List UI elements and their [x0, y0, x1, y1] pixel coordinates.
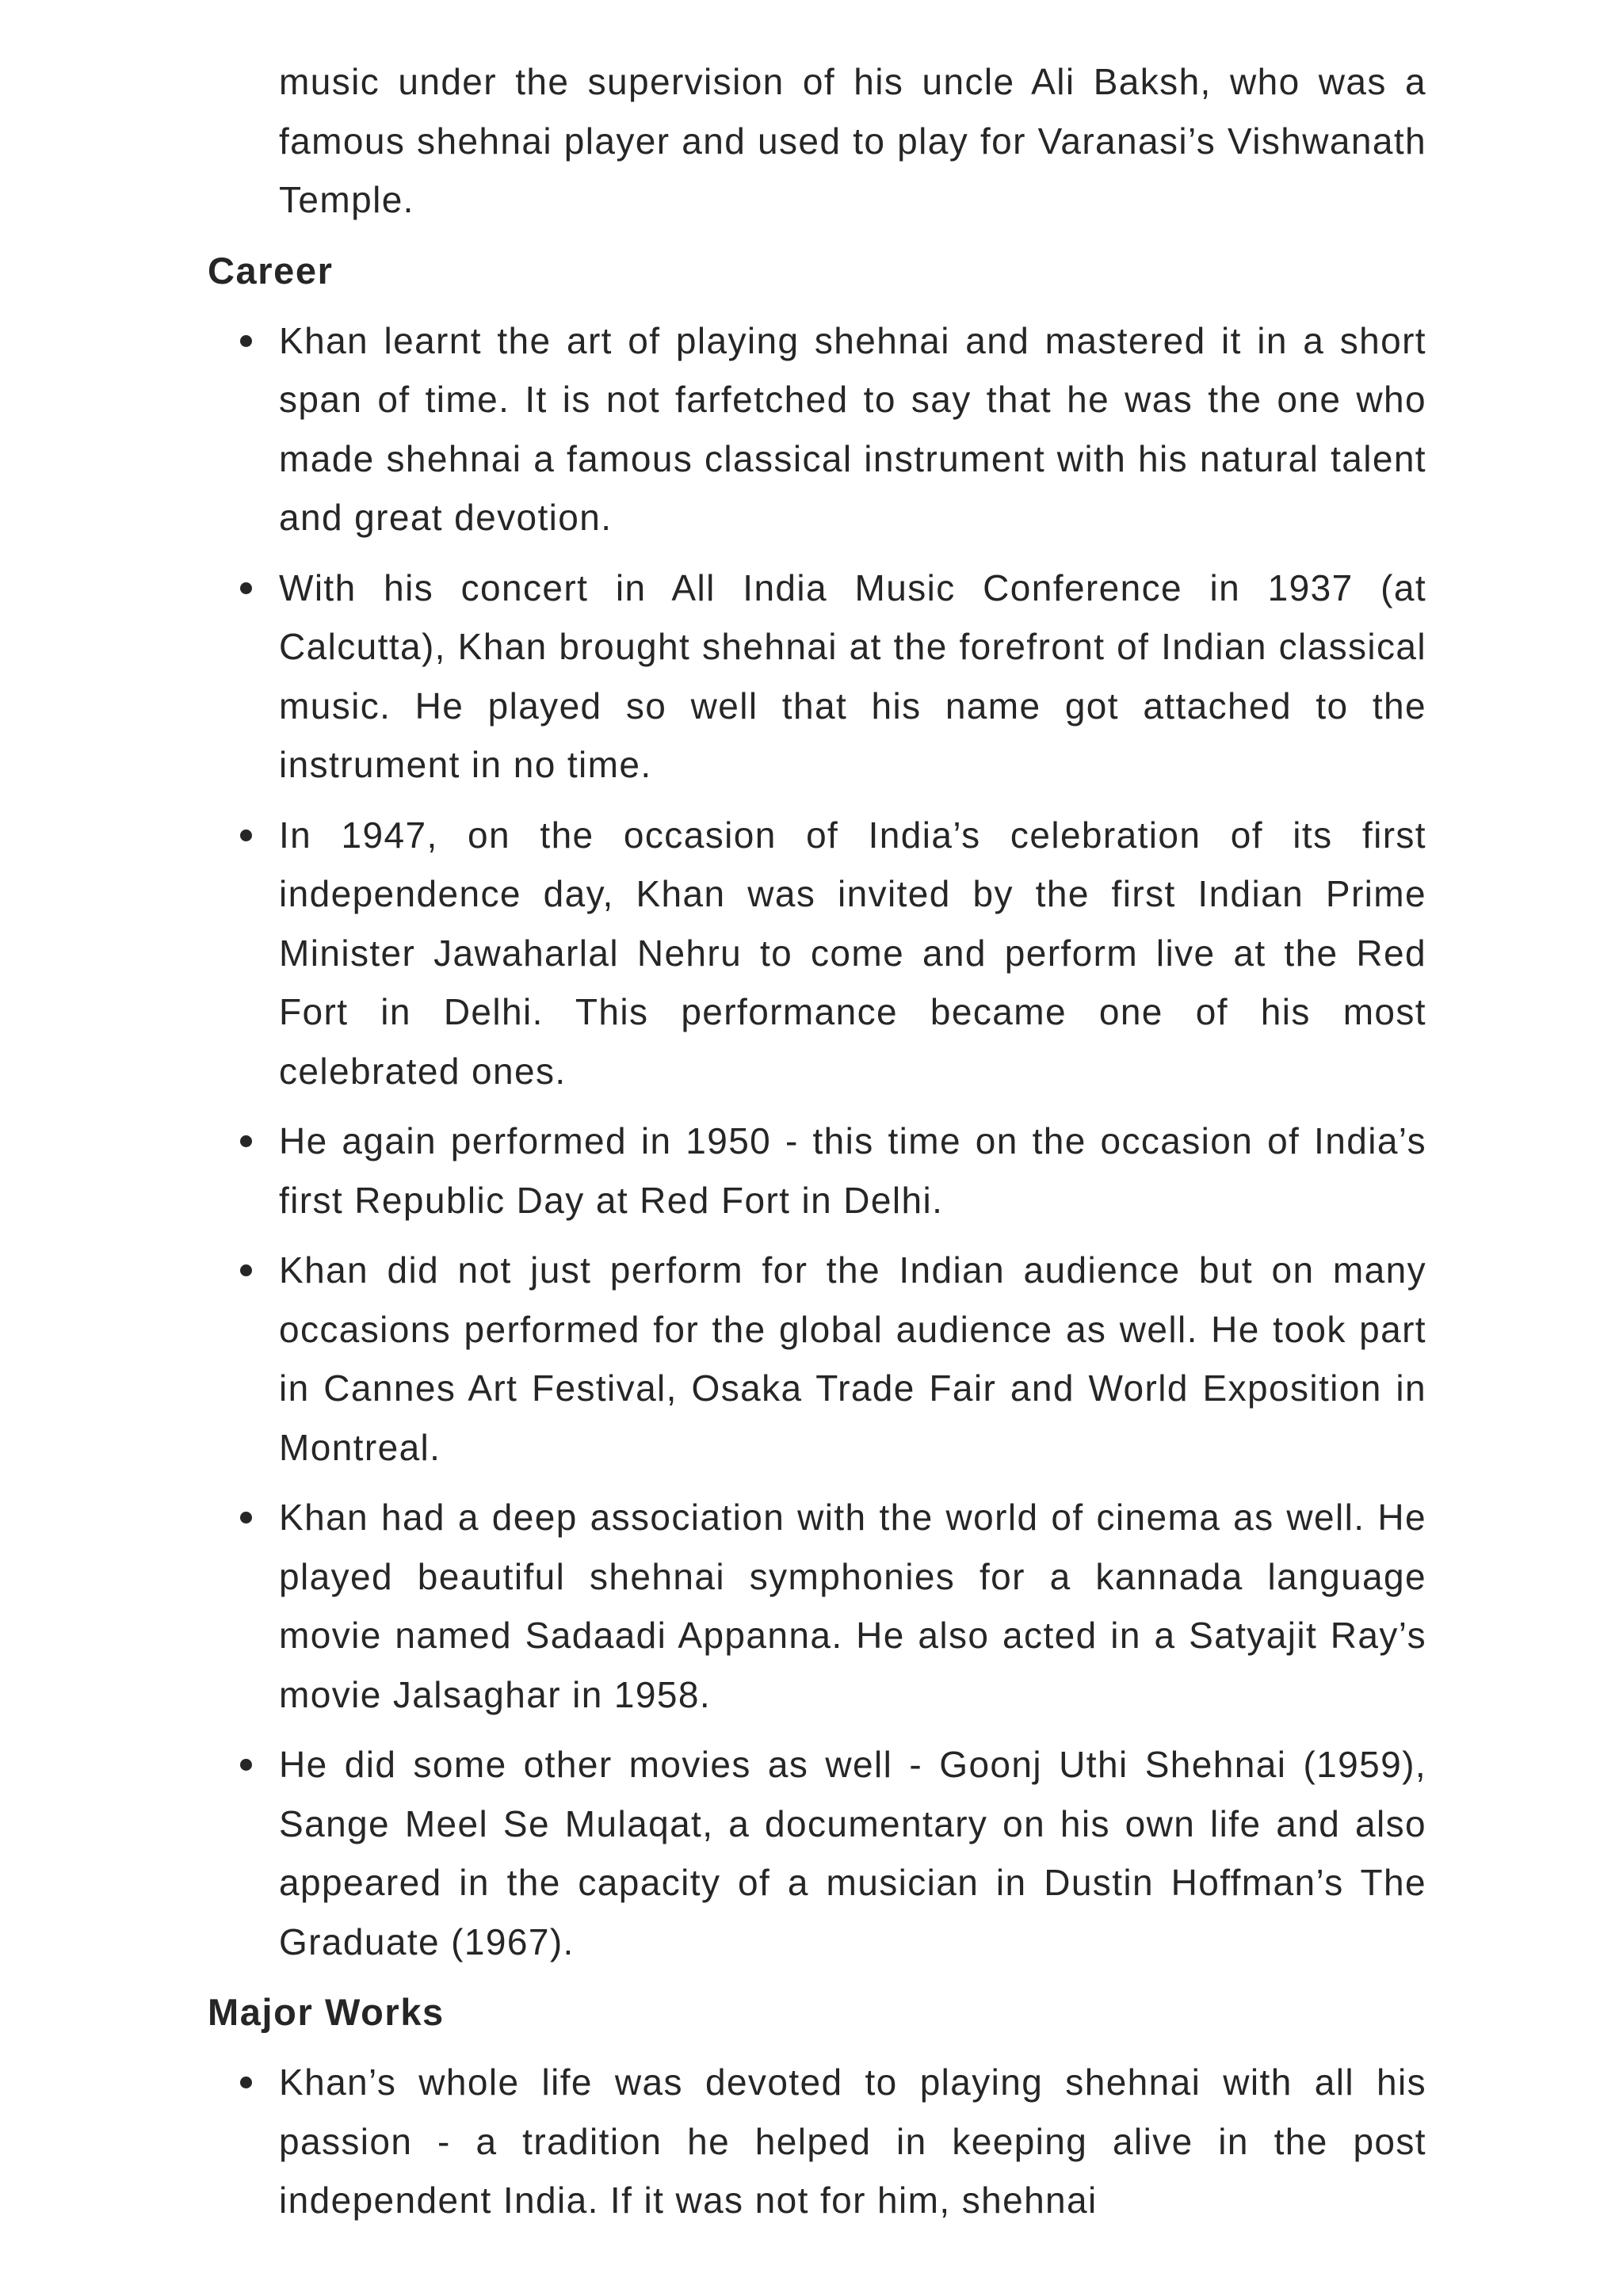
list-item: [208, 559, 1426, 795]
bullet-icon: [240, 582, 252, 594]
list-item: [208, 1735, 1426, 1971]
list-item: [208, 1241, 1426, 1477]
list-item: [208, 1112, 1426, 1230]
bullet-icon: [240, 1512, 252, 1524]
career-heading: Career: [208, 249, 334, 292]
bullet-icon: [240, 830, 252, 841]
document-content: [208, 52, 1426, 2230]
career-list: [208, 311, 1426, 1972]
list-item: [208, 2053, 1426, 2230]
list-item-text: With his concert in All India Music Conference in 1937 (at Calcutta), Khan brought shehnai at the forefront of Indian classical music. He played so well that his name got attached to the instrument in no time.: [279, 566, 1426, 785]
list-item-text: Khan learnt the art of playing shehnai and mastered it in a short span of time. It is not farfetched to say that he was the one who made shehnai a famous classical instrument with his natural talent and great devotion.: [279, 319, 1426, 538]
bullet-icon: [240, 1264, 252, 1276]
bullet-icon: [240, 1759, 252, 1771]
list-item: [208, 311, 1426, 547]
list-item-text: He did some other movies as well - Goonj Uthi Shehnai (1959), Sange Meel Se Mulaqat, a documentary on his own life and also appeared in the capacity of a musician in Dustin Hoffman’s The Graduate (1967).: [279, 1744, 1426, 1962]
list-item-text: In 1947, on the occasion of India’s celebration of its first independence day, Khan was invited by the first Indian Prime Minister Jawaharlal Nehru to come and perform live at the Red Fort in Delhi. This performance became one of his most celebrated ones.: [279, 814, 1426, 1092]
intro-paragraph: music under the supervision of his uncle Ali Baksh, who was a famous shehnai player and used to play for Varanasi’s Vishwanath Temple.: [279, 61, 1426, 220]
list-item: [208, 806, 1426, 1101]
bullet-icon: [240, 1135, 252, 1147]
bullet-icon: [240, 2077, 252, 2088]
list-item-text: Khan’s whole life was devoted to playing shehnai with all his passion - a tradition he helped in keeping alive in the post independent India. If it was not for him, shehnai: [279, 2061, 1426, 2221]
major-works-list: [208, 2053, 1426, 2230]
list-item: [208, 1488, 1426, 1724]
list-item-text: Khan did not just perform for the Indian audience but on many occasions performed for the global audience as well. He took part in Cannes Art Festival, Osaka Trade Fair and World Exposition in Montreal.: [279, 1249, 1426, 1468]
list-item-text: He again performed in 1950 - this time on the occasion of India’s first Republic Day at Red Fort in Delhi.: [279, 1120, 1426, 1221]
major-works-heading: Major Works: [208, 1991, 445, 2033]
list-item-text: Khan had a deep association with the world of cinema as well. He played beautiful shehnai symphonies for a kannada language movie named Sadaadi Appanna. He also acted in a Satyajit Ray’s movie Jalsaghar in 1958.: [279, 1497, 1426, 1715]
bullet-icon: [240, 335, 252, 347]
